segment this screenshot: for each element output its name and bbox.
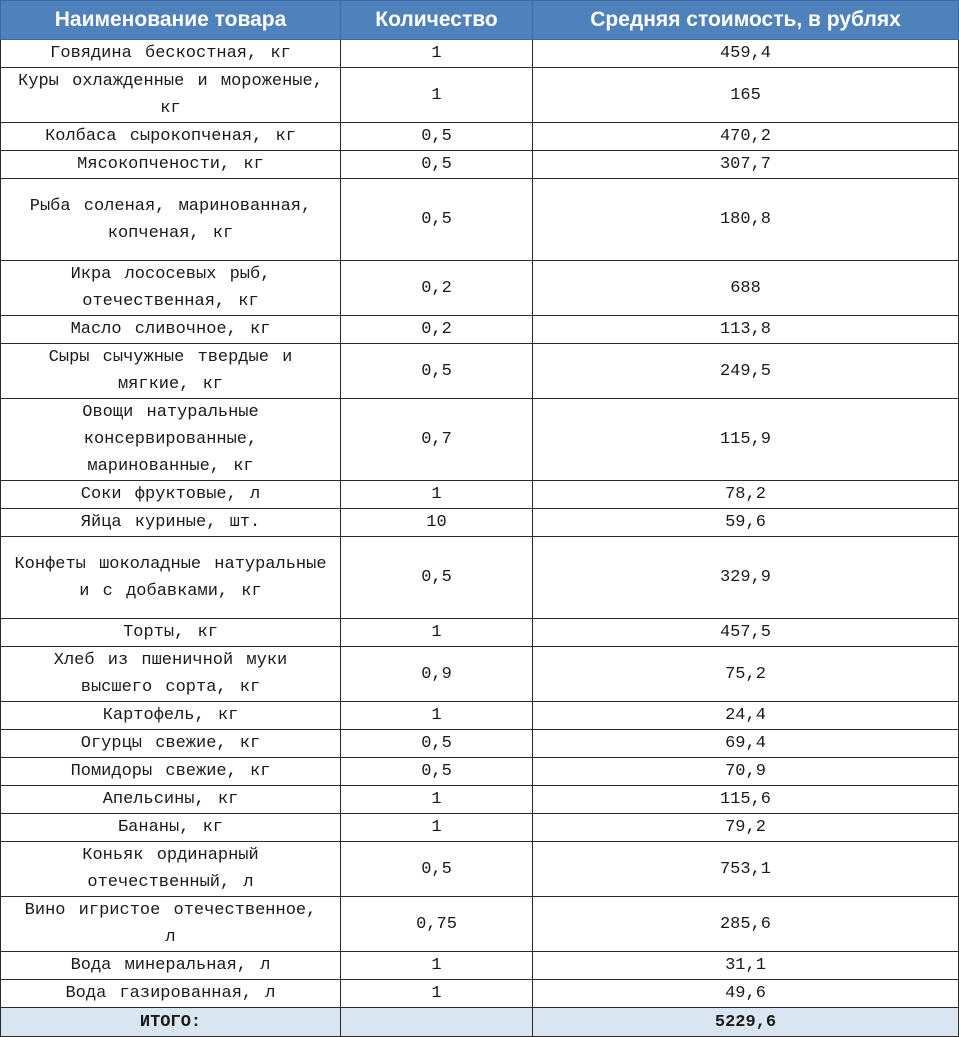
quantity-cell: 1 — [341, 786, 533, 814]
table-row — [1, 952, 959, 980]
product-name-cell: Колбаса сырокопченая, кг — [1, 123, 341, 151]
price-cell: 70,9 — [533, 758, 959, 786]
price-cell: 753,1 — [533, 842, 959, 897]
price-cell: 459,4 — [533, 40, 959, 68]
table-row — [1, 897, 959, 952]
table-row — [1, 261, 959, 316]
price-cell: 49,6 — [533, 980, 959, 1008]
quantity-cell: 1 — [341, 619, 533, 647]
product-name-cell: Овощи натуральные консервированные, маринованные, кг — [1, 399, 341, 481]
product-name-cell: Помидоры свежие, кг — [1, 758, 341, 786]
table-row — [1, 123, 959, 151]
price-cell: 59,6 — [533, 509, 959, 537]
product-name-cell: Куры охлажденные и мороженые, кг — [1, 68, 341, 123]
table-body — [1, 40, 959, 1008]
table-row — [1, 980, 959, 1008]
quantity-cell: 0,5 — [341, 151, 533, 179]
quantity-cell: 0,75 — [341, 897, 533, 952]
price-cell: 457,5 — [533, 619, 959, 647]
price-cell: 75,2 — [533, 647, 959, 702]
price-cell: 165 — [533, 68, 959, 123]
product-name-cell: Картофель, кг — [1, 702, 341, 730]
quantity-cell: 1 — [341, 481, 533, 509]
price-cell: 249,5 — [533, 344, 959, 399]
product-name-cell: Огурцы свежие, кг — [1, 730, 341, 758]
table-row — [1, 814, 959, 842]
quantity-cell: 1 — [341, 980, 533, 1008]
table-row — [1, 730, 959, 758]
total-row — [1, 1008, 959, 1037]
quantity-cell: 0,9 — [341, 647, 533, 702]
quantity-cell: 10 — [341, 509, 533, 537]
table-row — [1, 316, 959, 344]
total-quantity — [341, 1008, 533, 1037]
price-cell: 24,4 — [533, 702, 959, 730]
header-row — [1, 1, 959, 40]
table-row — [1, 399, 959, 481]
product-name-cell: Вино игристое отечественное, л — [1, 897, 341, 952]
product-name-cell: Масло сливочное, кг — [1, 316, 341, 344]
table-row — [1, 68, 959, 123]
table-row — [1, 179, 959, 261]
product-name-cell: Бананы, кг — [1, 814, 341, 842]
product-name-cell: Рыба соленая, маринованная, копченая, кг — [1, 179, 341, 261]
quantity-cell: 0,5 — [341, 842, 533, 897]
table-row — [1, 151, 959, 179]
price-cell: 31,1 — [533, 952, 959, 980]
quantity-cell: 0,5 — [341, 123, 533, 151]
table-row — [1, 619, 959, 647]
quantity-cell: 1 — [341, 702, 533, 730]
price-cell: 329,9 — [533, 537, 959, 619]
price-cell: 69,4 — [533, 730, 959, 758]
price-cell: 307,7 — [533, 151, 959, 179]
product-name-cell: Хлеб из пшеничной муки высшего сорта, кг — [1, 647, 341, 702]
product-name-cell: Мясокопчености, кг — [1, 151, 341, 179]
quantity-cell: 1 — [341, 814, 533, 842]
table-row — [1, 702, 959, 730]
table-row — [1, 786, 959, 814]
quantity-cell: 1 — [341, 952, 533, 980]
product-name-cell: Сыры сычужные твердые и мягкие, кг — [1, 344, 341, 399]
product-name-cell: Коньяк ординарный отечественный, л — [1, 842, 341, 897]
table-row — [1, 481, 959, 509]
price-cell: 113,8 — [533, 316, 959, 344]
product-name-cell: Апельсины, кг — [1, 786, 341, 814]
quantity-cell: 0,5 — [341, 730, 533, 758]
price-cell: 688 — [533, 261, 959, 316]
table-row — [1, 509, 959, 537]
header-quantity: Количество — [341, 1, 533, 40]
header-average-price: Средняя стоимость, в рублях — [533, 1, 959, 40]
total-label: ИТОГО: — [1, 1008, 341, 1037]
product-name-cell: Яйца куриные, шт. — [1, 509, 341, 537]
product-name-cell: Икра лососевых рыб, отечественная, кг — [1, 261, 341, 316]
price-cell: 180,8 — [533, 179, 959, 261]
header-product-name: Наименование товара — [1, 1, 341, 40]
quantity-cell: 0,7 — [341, 399, 533, 481]
price-cell: 115,6 — [533, 786, 959, 814]
product-name-cell: Торты, кг — [1, 619, 341, 647]
product-name-cell: Говядина бескостная, кг — [1, 40, 341, 68]
quantity-cell: 0,2 — [341, 316, 533, 344]
price-cell: 79,2 — [533, 814, 959, 842]
quantity-cell: 0,5 — [341, 758, 533, 786]
quantity-cell: 1 — [341, 68, 533, 123]
table-row — [1, 842, 959, 897]
price-cell: 115,9 — [533, 399, 959, 481]
table-row — [1, 537, 959, 619]
quantity-cell: 0,2 — [341, 261, 533, 316]
table-row — [1, 647, 959, 702]
price-cell: 78,2 — [533, 481, 959, 509]
quantity-cell: 0,5 — [341, 537, 533, 619]
product-name-cell: Соки фруктовые, л — [1, 481, 341, 509]
product-name-cell: Конфеты шоколадные натуральные и с добавками, кг — [1, 537, 341, 619]
quantity-cell: 0,5 — [341, 344, 533, 399]
table-row — [1, 758, 959, 786]
price-cell: 470,2 — [533, 123, 959, 151]
product-name-cell: Вода минеральная, л — [1, 952, 341, 980]
table-row — [1, 40, 959, 68]
total-price: 5229,6 — [533, 1008, 959, 1037]
price-cell: 285,6 — [533, 897, 959, 952]
product-name-cell: Вода газированная, л — [1, 980, 341, 1008]
quantity-cell: 0,5 — [341, 179, 533, 261]
quantity-cell: 1 — [341, 40, 533, 68]
table-row — [1, 344, 959, 399]
